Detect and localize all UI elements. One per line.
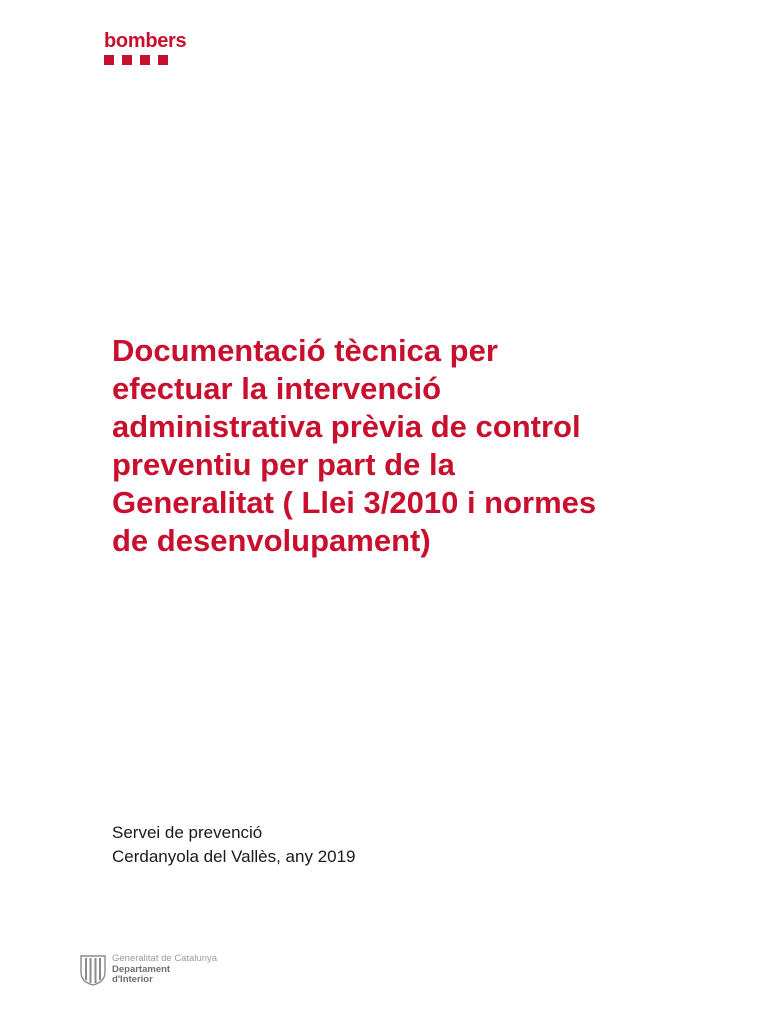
title-line: Documentació tècnica per — [112, 333, 498, 368]
generalitat-org-name: Generalitat de Catalunya — [112, 953, 218, 965]
bombers-logo — [104, 30, 194, 70]
generalitat-logo — [80, 952, 217, 988]
bombers-logo-text: bombers — [104, 30, 187, 52]
document-meta — [112, 821, 356, 869]
department-name-line2: d'Interior — [112, 974, 153, 986]
department-name-line1: Departament — [112, 963, 171, 975]
logo-square — [140, 55, 150, 65]
logo-square — [158, 55, 168, 65]
title-line: efectuar la intervenció — [112, 371, 442, 406]
bombers-squares-icon — [104, 55, 168, 65]
title-line: de desenvolupament) — [112, 523, 431, 558]
service-name: Servei de prevenció — [112, 823, 263, 842]
logo-square — [122, 55, 132, 65]
title-line: preventiu per part de la — [112, 447, 455, 482]
place-and-year: Cerdanyola del Vallès, any 2019 — [112, 847, 356, 866]
title-line: administrativa prèvia de control — [112, 409, 581, 444]
generalitat-logo-text — [112, 954, 217, 986]
document-title — [112, 332, 732, 560]
logo-square — [104, 55, 114, 65]
generalitat-emblem-icon — [80, 954, 106, 986]
title-line: Generalitat ( Llei 3/2010 i normes — [112, 485, 597, 520]
